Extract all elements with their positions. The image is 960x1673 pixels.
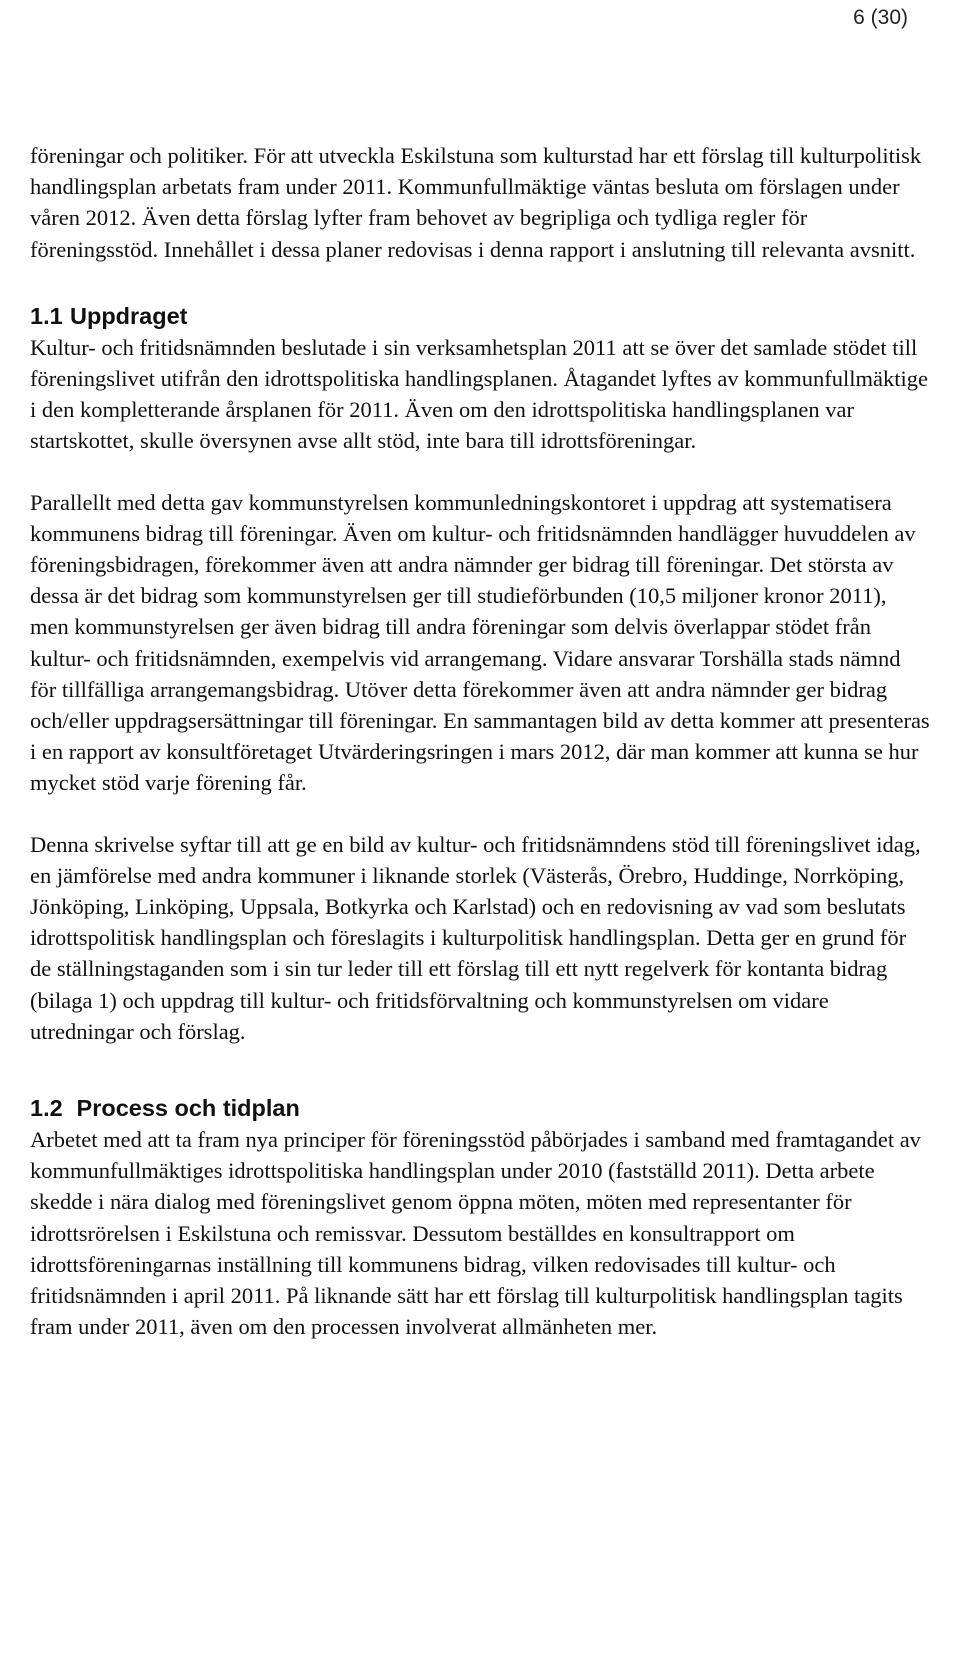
section-heading-uppdraget bbox=[30, 301, 930, 332]
spacer bbox=[30, 799, 930, 829]
paragraph: Denna skrivelse syftar till att ge en bild av kultur- och fritidsnämndens stöd till föreningslivet idag, en jämförelse med andra kommuner i liknande storlek (Västerås, Örebro, Huddinge, Norrköping, Jönköping, Linköping, Uppsala, Botkyrka och Karlstad) och en redovisning av vad som beslutats idrottspolitisk handlingsplan och föreslagits i kulturpolitisk handlingsplan. Detta ger en grund för de ställningstaganden som i sin tur leder till ett förslag till ett nytt regelverk för kontanta bidrag (bilaga 1) och uppdrag till kultur- och fritidsförvaltning och kommunstyrelsen om vidare utredningar och förslag. bbox=[30, 831, 921, 1044]
intro-paragraph: föreningar och politiker. För att utveckla Eskilstuna som kulturstad har ett förslag till kulturpolitisk handlingsplan arbetats fram under 2011. Kommunfullmäktige väntas besluta om förslagen under våren 2012. Även detta förslag lyfter fram behovet av begripliga och tydliga regler för föreningsstöd. Innehållet i dessa planer redovisas i denna rapport i anslutning till relevanta avsnitt. bbox=[30, 143, 922, 262]
section-title: Process och tidplan bbox=[76, 1095, 300, 1122]
paragraph: Kultur- och fritidsnämnden beslutade i sin verksamhetsplan 2011 att se över det samlade stödet till föreningslivet utifrån den idrottspolitiska handlingsplanen. Åtagandet lyftes av kommunfullmäktige i den kompletterande årsplanen för 2011. Även om den idrottspolitiska handlingsplanen var startskottet, skulle översynen avse allt stöd, inte bara till idrottsföreningar. bbox=[30, 334, 928, 454]
page-number: 6 (30) bbox=[853, 6, 908, 29]
section-number: 1.2 bbox=[30, 1095, 63, 1122]
document-body bbox=[30, 140, 930, 1343]
section-number: 1.1 bbox=[30, 302, 63, 329]
section-title: Uppdraget bbox=[70, 302, 188, 329]
spacer bbox=[30, 457, 930, 487]
paragraph: Arbetet med att ta fram nya principer för föreningsstöd påbörjades i samband med framtagandet av kommunfullmäktiges idrottspolitiska handlingsplan under 2010 (fastställd 2011). Detta arbete skedde i nära dialog med föreningslivet genom öppna möten, möten med representanter för idrottsrörelsen i Eskilstuna och remissvar. Dessutom beställdes en konsultrapport om idrottsföreningarnas inställning till kommunens bidrag, vilken redovisades till kultur- och fritidsnämnden i april 2011. På liknande sätt har ett förslag till kulturpolitisk handlingsplan tagits fram under 2011, även om den processen involverat allmänheten mer. bbox=[30, 1127, 921, 1340]
paragraph: Parallellt med detta gav kommunstyrelsen kommunledningskontoret i uppdrag att systematisera kommunens bidrag till föreningar. Även om kultur- och fritidsnämnden handlägger huvuddelen av föreningsbidragen, förekommer även att andra nämnder ger bidrag till föreningar. Det största av dessa är det bidrag som kommunstyrelsen ger till studieförbunden (10,5 miljoner kronor 2011), men kommunstyrelsen ger även bidrag till andra föreningar som delvis överlappar stödet från kultur- och fritidsnämnden, exempelvis vid arrangemang. Vidare ansvarar Torshälla stads nämnd för tillfälliga arrangemangsbidrag. Utöver detta förekommer även att andra nämnder ger bidrag och/eller uppdragsersättningar till föreningar. En sammantagen bild av detta kommer att presenteras i en rapport av konsultföretaget Utvärderingsringen i mars 2012, där man kommer att kunna se hur mycket stöd varje förening får. bbox=[30, 489, 930, 796]
spacer bbox=[30, 1047, 930, 1093]
spacer bbox=[30, 265, 930, 301]
section-heading-process-och-tidplan bbox=[30, 1093, 930, 1124]
